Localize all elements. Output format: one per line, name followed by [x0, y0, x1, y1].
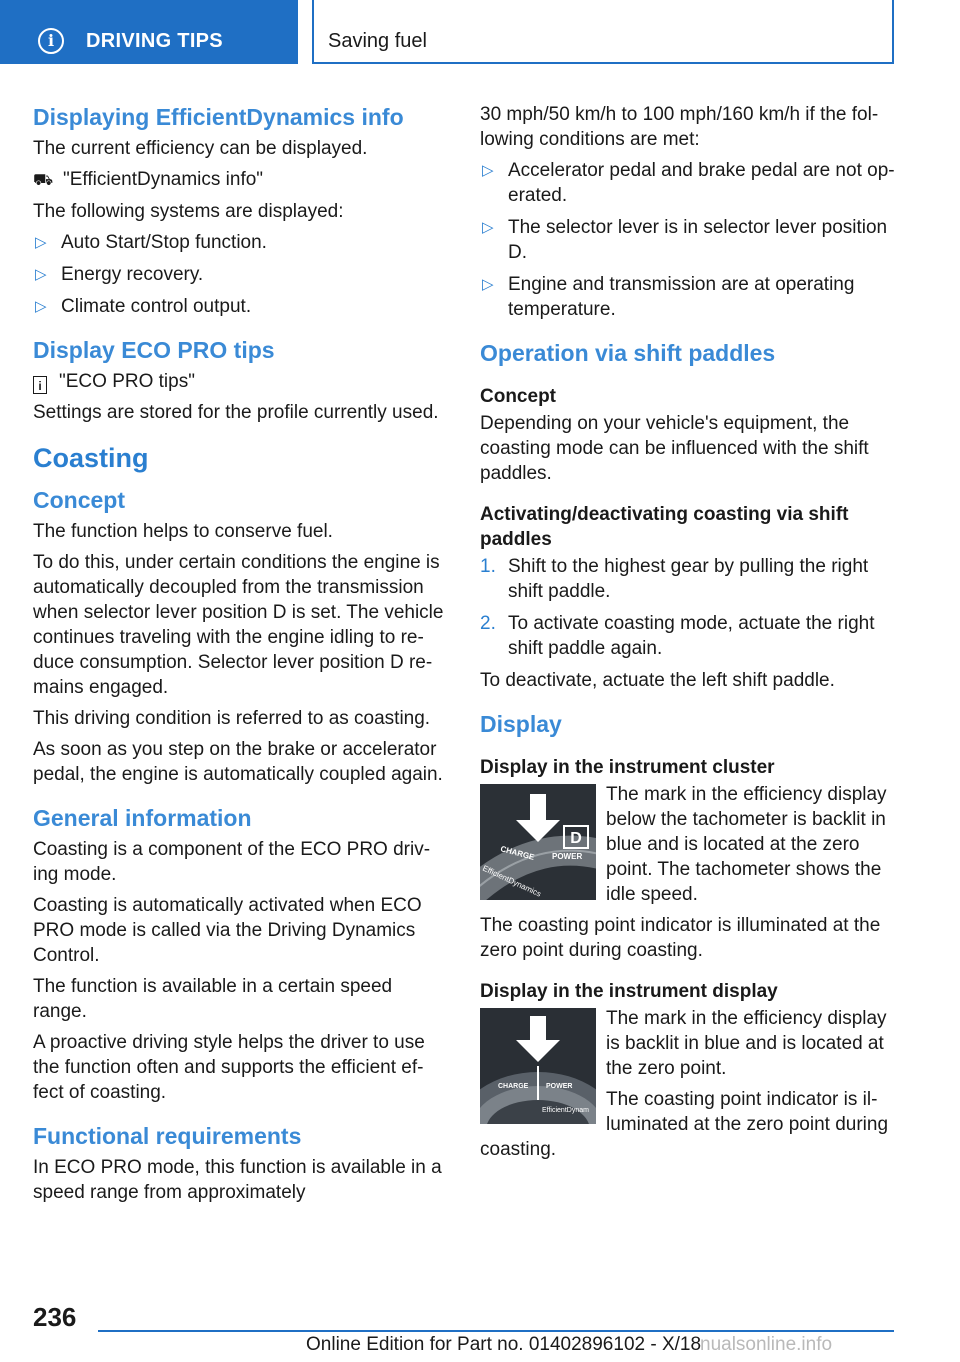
bullet-icon: ▷ — [482, 276, 494, 293]
heading-instrument-cluster: Display in the instrument cluster — [480, 757, 775, 778]
section-header — [312, 0, 894, 64]
heading-shift-paddles: Operation via shift paddles — [480, 340, 776, 366]
car-icon: ⛟ — [33, 172, 54, 189]
heading-display: Display — [480, 711, 562, 737]
paragraph: Coasting is a component of the ECO PRO driv-ing mode. — [33, 839, 431, 885]
efficiency-display-image-cluster — [480, 784, 596, 900]
svg-text:CHARGE: CHARGE — [498, 1083, 529, 1090]
paragraph: The current efficiency can be displayed. — [33, 138, 368, 159]
heading-efficientdynamics: Displaying EfficientDynamics info — [33, 104, 404, 130]
menu-path: ⛟ "EfficientDynamics info" — [33, 167, 449, 193]
list-item: ▷ Climate control output. — [35, 296, 252, 317]
watermark: nualsonline.info — [700, 1334, 833, 1355]
list-item: ▷ Accelerator pedal and brake pedal are not op-erated. — [482, 160, 895, 206]
list-item: ▷ The selector lever is in selector lever position D. — [482, 217, 888, 263]
heading-concept: Concept — [33, 487, 125, 513]
heading-general-information: General information — [33, 805, 252, 831]
svg-text:EfficientDynamics: EfficientDynamics — [481, 863, 543, 899]
svg-text:POWER: POWER — [546, 1083, 573, 1090]
paragraph: The coasting point indicator is illuminated at the zero point during coasting. — [480, 915, 881, 961]
footer-rule — [98, 1330, 894, 1332]
chapter-label: DRIVING TIPS — [86, 30, 223, 52]
paragraph: Settings are stored for the profile currently used. — [33, 402, 439, 423]
list-item: ▷ Energy recovery. — [35, 264, 204, 285]
bullet-icon: ▷ — [35, 298, 47, 315]
bullet-icon: ▷ — [482, 162, 494, 179]
paragraph: To deactivate, actuate the left shift paddle. — [480, 670, 835, 691]
paragraph: The coasting point indicator is il-luminated at the zero point during coasting. — [480, 1089, 889, 1160]
info-icon: i — [38, 28, 64, 54]
paragraph: A proactive driving style helps the driver to use the function often and supports the efficient ef-fect of coasting. — [33, 1032, 425, 1103]
left-column — [33, 102, 449, 1211]
list-item: ▷ Auto Start/Stop function. — [35, 232, 267, 253]
conditions-list — [480, 158, 896, 322]
info-icon: i — [33, 376, 47, 394]
paragraph: The mark in the efficiency display below the tachometer is backlit in blue and is located at the zero point. The tachometer shows the idle speed. — [606, 784, 887, 905]
paragraph: In ECO PRO mode, this function is available in a speed range from approximately — [33, 1157, 442, 1203]
efficiency-display-image-instrument — [480, 1008, 596, 1124]
paragraph: As soon as you step on the brake or accelerator pedal, the engine is automatically coupled again. — [33, 739, 443, 785]
paragraph: To do this, under certain conditions the engine is automatically decoupled from the transmission when selector lever position D is set. The vehicle continues traveling with the engine idling to re-duce consumption. Selector lever position D re-mains engaged. — [33, 552, 444, 698]
list-item: 2. To activate coasting mode, actuate the right shift paddle again. — [480, 613, 875, 659]
heading-functional-requirements: Functional requirements — [33, 1123, 302, 1149]
page-number: 236 — [33, 1302, 77, 1332]
section-title: Saving fuel — [328, 30, 427, 52]
bullet-icon: ▷ — [35, 266, 47, 283]
paragraph: The mark in the efficiency display is backlit in blue and is located at the zero point. — [606, 1008, 887, 1079]
menu-path: i "ECO PRO tips" — [33, 369, 449, 394]
chapter-tab — [0, 0, 298, 64]
steps-list — [480, 554, 896, 661]
svg-text:POWER: POWER — [552, 852, 583, 861]
list-item: ▷ Engine and transmission are at operating temperature. — [482, 274, 855, 320]
heading-coasting: Coasting — [33, 443, 149, 473]
heading-activating-coasting: Activating/deactivating coasting via shift paddles — [480, 504, 849, 550]
paragraph: 30 mph/50 km/h to 100 mph/160 km/h if the fol-lowing conditions are met: — [480, 104, 879, 150]
paragraph: The following systems are displayed: — [33, 201, 344, 222]
heading-concept: Concept — [480, 386, 556, 407]
bullet-icon: ▷ — [35, 234, 47, 251]
paragraph: The function is available in a certain speed range. — [33, 976, 393, 1022]
edition-note: Online Edition for Part no. 01402896102 - X/18 — [306, 1334, 702, 1355]
paragraph: The function helps to conserve fuel. — [33, 521, 333, 542]
paragraph: Depending on your vehicle's equipment, the coasting mode can be influenced with the shift paddles. — [480, 413, 869, 484]
list-item: 1. Shift to the highest gear by pulling the right shift paddle. — [480, 556, 869, 602]
heading-instrument-display: Display in the instrument display — [480, 981, 778, 1002]
svg-text:CHARGE: CHARGE — [499, 844, 536, 862]
heading-eco-pro-tips: Display ECO PRO tips — [33, 337, 275, 363]
paragraph: This driving condition is referred to as coasting. — [33, 708, 431, 729]
paragraph: Coasting is automatically activated when ECO PRO mode is called via the Driving Dynamics Control. — [33, 895, 422, 966]
svg-text:D: D — [570, 830, 582, 847]
right-column — [480, 102, 896, 1168]
bullet-icon: ▷ — [482, 219, 494, 236]
svg-text:EfficientDynam: EfficientDynam — [542, 1107, 589, 1114]
systems-list — [33, 230, 449, 319]
